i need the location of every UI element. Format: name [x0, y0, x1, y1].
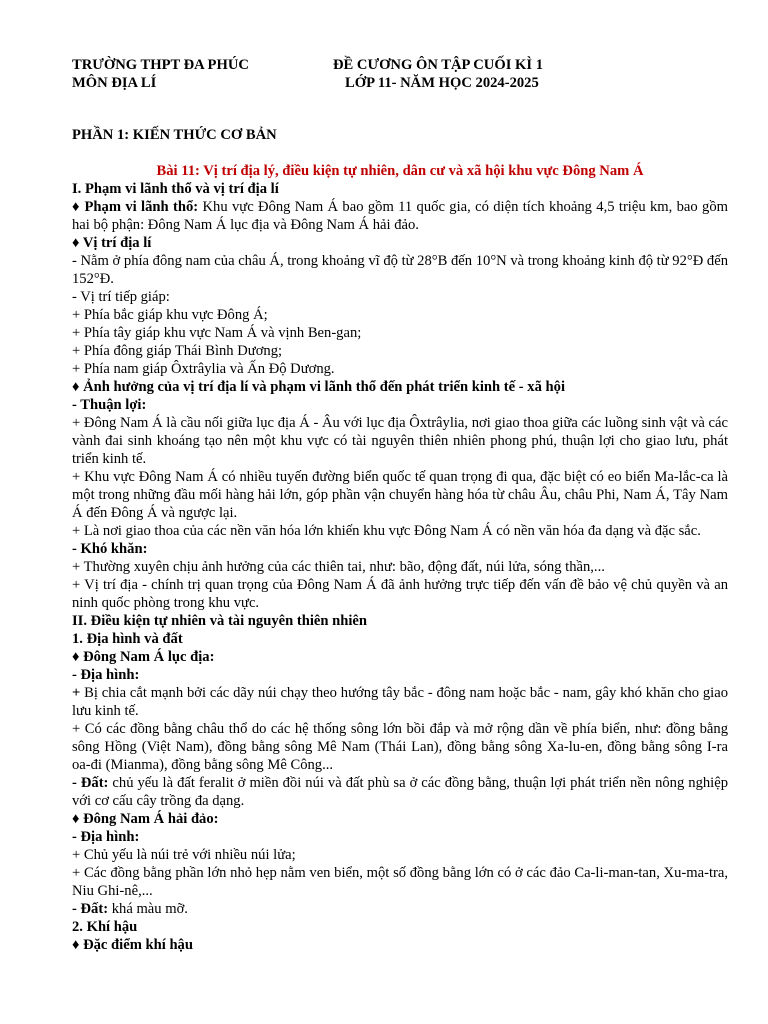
body-paragraph [72, 522, 728, 540]
paragraph-text: + Thường xuyên chịu ảnh hưởng của các thiên tai, như: bão, động đất, núi lửa, sóng thần,... [72, 559, 605, 575]
paragraph-heading: - Địa hình: [72, 829, 140, 845]
body-paragraph [72, 774, 728, 810]
body-paragraph [72, 558, 728, 576]
body-paragraph [72, 666, 728, 684]
paragraph-heading: 1. Địa hình và đất [72, 631, 183, 647]
school-name: TRƯỜNG THPT ĐA PHÚC [72, 57, 249, 73]
subject-name: MÔN ĐỊA LÍ [72, 75, 157, 91]
paragraph-heading: 2. Khí hậu [72, 919, 138, 935]
body-paragraph [72, 936, 728, 954]
paragraph-heading: - Đất: [72, 901, 109, 917]
body-paragraph [72, 360, 728, 378]
paragraph-heading: II. Điều kiện tự nhiên và tài nguyên thiên nhiên [72, 613, 368, 629]
paragraph-heading: + [72, 685, 81, 701]
body-paragraph [72, 576, 728, 612]
paragraph-text: + Phía bắc giáp khu vực Đông Á; [72, 307, 268, 323]
body-paragraph [72, 720, 728, 774]
body-paragraph [72, 648, 728, 666]
paragraph-text: - Vị trí tiếp giáp: [72, 289, 170, 305]
body-paragraph [72, 414, 728, 468]
paragraph-text: - Nằm ở phía đông nam của châu Á, trong khoảng vĩ độ từ 28°B đến 10°N và trong khoảng kinh độ từ 92°Đ đến 152°Đ. [72, 253, 728, 287]
paragraph-text: chủ yếu là đất feralit ở miền đồi núi và đất phù sa ở các đồng bằng, thuận lợi phát triển nền nông nghiệp với cơ cấu cây trồng đa dạng. [72, 775, 728, 809]
paragraph-text: + Các đồng bằng phần lớn nhỏ hẹp nằm ven biển, một số đồng bằng lớn có ở các đảo Ca-li-man-tan, Xu-ma-tra, Niu Ghi-nê,... [72, 865, 728, 899]
body-paragraph [72, 810, 728, 828]
paragraph-text: + Phía nam giáp Ôxtrâylia và Ấn Độ Dương. [72, 361, 335, 377]
body-paragraph [72, 234, 728, 252]
body-paragraph [72, 540, 728, 558]
paragraph-text: Bị chia cắt mạnh bởi các dãy núi chạy theo hướng tây bắc - đông nam hoặc bắc - nam, gây khó khăn cho giao lưu kinh tế. [72, 685, 728, 719]
body-paragraph [72, 252, 728, 288]
body-paragraph [72, 198, 728, 234]
body-paragraph [72, 306, 728, 324]
body-paragraph [72, 324, 728, 342]
paragraph-heading: ♦ Đặc điểm khí hậu [72, 937, 193, 953]
body-paragraph [72, 180, 728, 198]
paragraph-heading: I. Phạm vi lãnh thổ và vị trí địa lí [72, 181, 279, 197]
body-paragraph [72, 378, 728, 396]
paragraph-text: + Phía tây giáp khu vực Nam Á và vịnh Ben-gan; [72, 325, 362, 341]
paragraph-heading: - Khó khăn: [72, 541, 148, 557]
paragraph-heading: ♦ Đông Nam Á hải đảo: [72, 811, 219, 827]
body-paragraph [72, 468, 728, 522]
body-paragraph [72, 630, 728, 648]
paragraph-text: + Đông Nam Á là cầu nối giữa lục địa Á - Âu với lục địa Ôxtrâylia, nơi giao thoa giữa các luồng sinh vật và các vành đai sinh khoáng tạo nên một khu vực có tài nguyên thiên nhiên phong phú, thuận lợi cho giao lưu, phát triển kinh tế. [72, 415, 728, 467]
paragraph-text: + Phía đông giáp Thái Bình Dương; [72, 343, 283, 359]
part-title: PHẦN 1: KIẾN THỨC CƠ BẢN [72, 127, 277, 143]
header-right [333, 56, 543, 92]
lesson-title: Bài 11: Vị trí địa lý, điều kiện tự nhiên, dân cư và xã hội khu vực Đông Nam Á [156, 163, 644, 179]
document-body [72, 162, 728, 954]
paragraph-text: + Chủ yếu là núi trẻ với nhiều núi lửa; [72, 847, 296, 863]
body-paragraph [72, 288, 728, 306]
body-paragraph [72, 918, 728, 936]
paragraph-text: + Là nơi giao thoa của các nền văn hóa lớn khiến khu vực Đông Nam Á có nền văn hóa đa dạng và đặc sắc. [72, 523, 701, 539]
paragraph-heading: - Địa hình: [72, 667, 140, 683]
document-title: ĐỀ CƯƠNG ÔN TẬP CUỐI KÌ 1 [333, 57, 544, 73]
body-paragraph [72, 612, 728, 630]
paragraph-text: + Khu vực Đông Nam Á có nhiều tuyến đường biển quốc tế quan trọng đi qua, đặc biệt có eo biển Ma-lắc-ca là một trong những đầu mối hàng hải lớn, góp phần vận chuyển hàng hóa từ châu Âu, châu Phi, Nam Á, Tây Nam Á đến Đông Á và ngược lại. [72, 469, 728, 521]
paragraph-heading: ♦ Ảnh hưởng của vị trí địa lí và phạm vi lãnh thổ đến phát triển kinh tế - xã hội [72, 379, 566, 395]
body-paragraph [72, 684, 728, 720]
paragraph-text: khá màu mỡ. [108, 901, 188, 917]
paragraph-heading: - Đất: [72, 775, 109, 791]
paragraph-text: + Có các đồng bằng châu thổ do các hệ thống sông lớn bồi đắp và mở rộng dần về phía biển, như: đồng bằng sông Hồng (Việt Nam), đồng bằng sông Mê Nam (Thái Lan), đồng bằng sông Xa-lu-en, đồng bằng sông I-ra oa-đi (Mianma), đồng bằng sông Mê Công... [72, 721, 728, 773]
body-paragraph [72, 864, 728, 900]
body-paragraph [72, 828, 728, 846]
paragraph-text: Khu vực Đông Nam Á bao gồm 11 quốc gia, có diện tích khoảng 4,5 triệu km, bao gồm hai bộ phận: Đông Nam Á lục địa và Đông Nam Á hải đảo. [72, 199, 729, 233]
paragraph-heading: ♦ Đông Nam Á lục địa: [72, 649, 215, 665]
paragraph-heading: ♦ Phạm vi lãnh thổ: [72, 199, 199, 215]
paragraph-text: + Vị trí địa - chính trị quan trọng của Đông Nam Á đã ảnh hưởng trực tiếp đến vấn đề bảo vệ chủ quyền và an ninh quốc phòng trong khu vực. [72, 577, 728, 611]
grade-year: LỚP 11- NĂM HỌC 2024-2025 [345, 75, 539, 91]
body-paragraph [72, 900, 728, 918]
body-paragraph [72, 846, 728, 864]
paragraph-heading: ♦ Vị trí địa lí [72, 235, 152, 251]
paragraph-heading: - Thuận lợi: [72, 397, 147, 413]
body-paragraph [72, 342, 728, 360]
header-left [72, 56, 249, 92]
body-paragraph [72, 396, 728, 414]
